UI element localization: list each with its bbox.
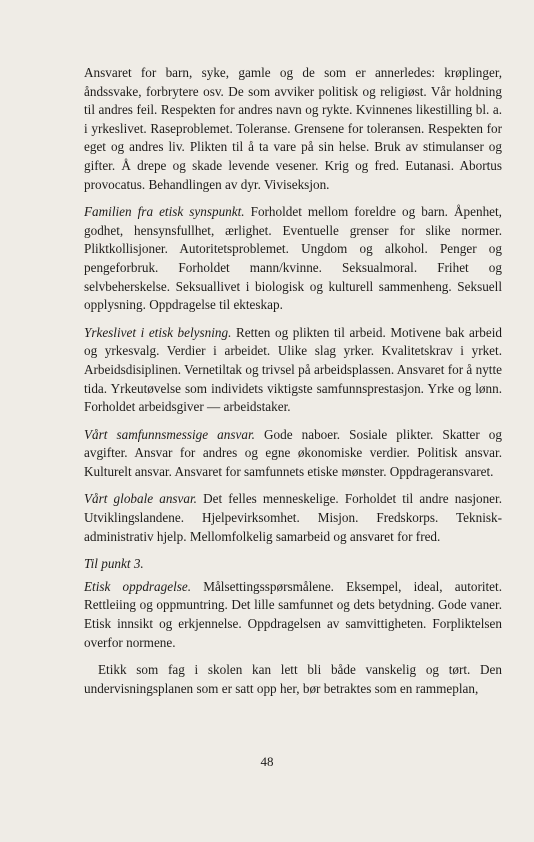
paragraph-heading: Vårt samfunnsmessige ansvar. — [84, 426, 255, 442]
paragraph-text: Retten og plikten til arbeid. Motivene bak arbeid og yrkesvalg. Verdier i arbeidet. Ulike slag yrker. Kvalitetskrav i yrket. Arbeidsdisiplinen. Vernetiltak og trivsel på arbeidsplassen. Ansvaret for å nytte tida. Yrkeutøvelse som individets viktigste samfunnsprestasjon. Yrke og lønn. Forholdet arbeidsgiver — arbeidstaker. — [84, 324, 503, 415]
paragraph-text: Det felles menneskelige. Forholdet til andre nasjoner. Utviklingslandene. Hjelpevirksomhet. Misjon. Fredskorps. Teknisk-administrativ hjelp. Mellomfolkelig samarbeid og ansvaret for fred. — [84, 491, 502, 544]
paragraph-global — [84, 490, 502, 546]
paragraph-text: Ansvaret for barn, syke, gamle og de som er annerledes: krøplinger, åndssvake, forbrytere osv. De som avviker politisk og religiøst. Vår holdning til andres feil. Respekten for andres navn og rykte. Kvinnenes likestilling bl. a. i yrkeslivet. Raseproblemet. Toleranse. Grensene for toleransen. Respekten for eget og andres liv. Plikten til å ta vare på sin helse. Bruk av stimulanser og gifter. Å drepe og skade levende vesener. Krig og fred. Eutanasi. Abortus provocatus. Behandlingen av dyr. Viviseksjon. — [84, 65, 502, 192]
paragraph-text: Forholdet mellom foreldre og barn. Åpenhet, godhet, hensynsfullhet, ærlighet. Eventuelle grenser for slike normer. Pliktkollisjoner. Autoritetsproblemet. Ungdom og alkohol. Penger og pengeforbruk. Forholdet mann/kvinne. Seksualmoral. Frihet og selvbeherskelse. Seksuallivet i biologisk og kulturell sammenheng. Seksuell opplysning. Oppdragelse til ekteskap. — [84, 204, 502, 313]
paragraph-text: Gode naboer. Sosiale plikter. Skatter og avgifter. Ansvar for andres og egne økonomiske verdier. Politisk ansvar. Kulturelt ansvar. Ansvaret for samfunnets etiske mønster. Oppdrageransvaret. — [84, 426, 502, 479]
paragraph-society — [84, 426, 502, 482]
paragraph-closing — [84, 661, 502, 698]
body-text — [84, 64, 502, 698]
section-label: Til punkt 3. — [84, 556, 144, 572]
paragraph-heading: Familien fra etisk synspunkt. — [84, 204, 245, 220]
paragraph-text: Målsettingsspørsmålene. Eksempel, ideal, autoritet. Rettleiing og oppmuntring. Det lille samfunnet og dets betydning. Gode vaner. Etisk innsikt og erkjennelse. Oppdragelsen av samvittigheten. Forpliktelsen overfor normene. — [84, 578, 502, 650]
page-number: 48 — [260, 754, 274, 769]
paragraph-family — [84, 203, 502, 315]
paragraph-ethics-upbringing — [84, 578, 502, 652]
paragraph-heading: Yrkeslivet i etisk belysning. — [84, 324, 232, 340]
paragraph-heading: Etisk oppdragelse. — [84, 578, 192, 594]
paragraph-text: Etikk som fag i skolen kan lett bli både vanskelig og tørt. Den undervisningsplanen som er satt opp her, bør betraktes som en rammeplan, — [84, 662, 502, 696]
paragraph-heading: Vårt globale ansvar. — [84, 491, 197, 507]
paragraph — [84, 64, 502, 194]
paragraph-work — [84, 324, 502, 417]
